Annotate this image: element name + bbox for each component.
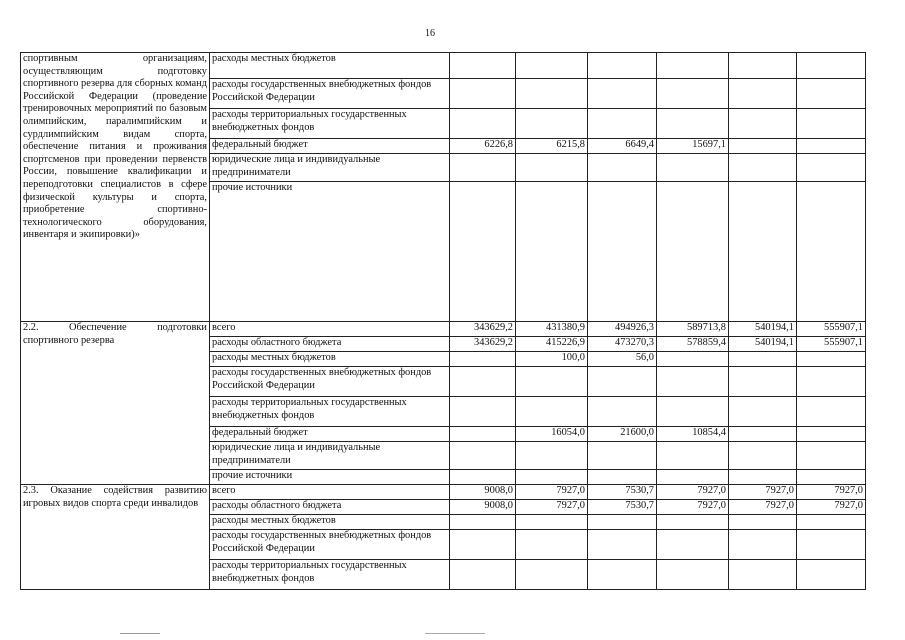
- amount-cell: 494926,3: [588, 322, 657, 337]
- amount-cell: 16054,0: [516, 427, 588, 442]
- funding-source: юридические лица и индивидуальные предприниматели: [210, 154, 450, 182]
- funding-source: расходы государственных внебюджетных фондов Российской Федерации: [210, 79, 450, 109]
- amount-cell: [450, 367, 516, 397]
- funding-source: юридические лица и индивидуальные предприниматели: [210, 442, 450, 470]
- amount-cell: [450, 352, 516, 367]
- amount-cell: [657, 367, 729, 397]
- amount-cell: [797, 352, 866, 367]
- amount-cell: [516, 560, 588, 590]
- table-row: [21, 322, 866, 337]
- amount-cell: [797, 53, 866, 79]
- amount-cell: 578859,4: [657, 337, 729, 352]
- funding-source: расходы областного бюджета: [210, 500, 450, 515]
- amount-cell: [797, 109, 866, 139]
- funding-source: расходы государственных внебюджетных фондов Российской Федерации: [210, 530, 450, 560]
- amount-cell: [657, 79, 729, 109]
- amount-cell: [657, 109, 729, 139]
- amount-cell: [797, 427, 866, 442]
- funding-source: всего: [210, 322, 450, 337]
- amount-cell: 7530,7: [588, 485, 657, 500]
- amount-cell: [797, 79, 866, 109]
- amount-cell: [450, 79, 516, 109]
- amount-cell: [516, 109, 588, 139]
- amount-cell: [588, 182, 657, 322]
- funding-source: расходы государственных внебюджетных фондов Российской Федерации: [210, 367, 450, 397]
- amount-cell: [797, 560, 866, 590]
- amount-cell: [657, 515, 729, 530]
- funding-source: всего: [210, 485, 450, 500]
- amount-cell: 10854,4: [657, 427, 729, 442]
- amount-cell: 555907,1: [797, 337, 866, 352]
- amount-cell: [450, 182, 516, 322]
- amount-cell: 9008,0: [450, 500, 516, 515]
- funding-source: федеральный бюджет: [210, 139, 450, 154]
- amount-cell: [516, 367, 588, 397]
- amount-cell: 415226,9: [516, 337, 588, 352]
- amount-cell: [729, 367, 797, 397]
- amount-cell: [588, 530, 657, 560]
- amount-cell: [657, 154, 729, 182]
- amount-cell: [729, 560, 797, 590]
- amount-cell: [588, 442, 657, 470]
- amount-cell: [657, 397, 729, 427]
- amount-cell: [516, 182, 588, 322]
- amount-cell: [450, 515, 516, 530]
- funding-source: расходы территориальных государственных внебюджетных фондов: [210, 109, 450, 139]
- amount-cell: [588, 515, 657, 530]
- amount-cell: [729, 530, 797, 560]
- amount-cell: 7927,0: [797, 485, 866, 500]
- amount-cell: 15697,1: [657, 139, 729, 154]
- amount-cell: [588, 154, 657, 182]
- amount-cell: 7927,0: [729, 500, 797, 515]
- amount-cell: [657, 470, 729, 485]
- amount-cell: [729, 470, 797, 485]
- section-description: спортивным организациям, осуществляющим подготовку спортивного резерва для сборных команд Российской Федерации (проведение тренировочных мероприятий по базовым олимпийским, паралимпийским и сурдлимпийским видам спорта, обеспечение питания и проживания спортсменов при проведении первенств России, повышение квалификации и переподготовки специалистов в сфере физической культуры и спорта, приобретение спортивно-технологического оборудования, инвентаря и экипировки)»: [21, 53, 210, 322]
- amount-cell: [657, 53, 729, 79]
- amount-cell: [797, 530, 866, 560]
- amount-cell: [516, 397, 588, 427]
- section-description: 2.3. Оказание содействия развитию игровых видов спорта среди инвалидов: [21, 485, 210, 590]
- page-number: 16: [425, 28, 435, 39]
- amount-cell: 540194,1: [729, 337, 797, 352]
- amount-cell: [450, 154, 516, 182]
- amount-cell: [797, 154, 866, 182]
- amount-cell: [450, 427, 516, 442]
- amount-cell: [588, 53, 657, 79]
- amount-cell: [450, 397, 516, 427]
- amount-cell: [729, 109, 797, 139]
- scan-artifact: [120, 633, 160, 634]
- amount-cell: [588, 397, 657, 427]
- amount-cell: 21600,0: [588, 427, 657, 442]
- funding-source: расходы областного бюджета: [210, 337, 450, 352]
- amount-cell: [450, 442, 516, 470]
- amount-cell: [729, 53, 797, 79]
- section-description: 2.2. Обеспечение подготовки спортивного резерва: [21, 322, 210, 485]
- amount-cell: 343629,2: [450, 322, 516, 337]
- amount-cell: 100,0: [516, 352, 588, 367]
- amount-cell: [657, 442, 729, 470]
- amount-cell: 7927,0: [729, 485, 797, 500]
- amount-cell: [516, 79, 588, 109]
- amount-cell: [450, 470, 516, 485]
- amount-cell: 7927,0: [657, 500, 729, 515]
- amount-cell: [516, 515, 588, 530]
- amount-cell: [588, 79, 657, 109]
- amount-cell: [729, 139, 797, 154]
- amount-cell: [657, 182, 729, 322]
- funding-source: расходы местных бюджетов: [210, 53, 450, 79]
- amount-cell: [729, 397, 797, 427]
- table-row: [21, 53, 866, 79]
- amount-cell: [729, 442, 797, 470]
- amount-cell: [657, 352, 729, 367]
- amount-cell: [657, 560, 729, 590]
- amount-cell: 555907,1: [797, 322, 866, 337]
- funding-source: расходы местных бюджетов: [210, 515, 450, 530]
- scan-artifact: [425, 633, 485, 634]
- amount-cell: [450, 109, 516, 139]
- amount-cell: [516, 154, 588, 182]
- amount-cell: 589713,8: [657, 322, 729, 337]
- amount-cell: 473270,3: [588, 337, 657, 352]
- funding-source: расходы территориальных государственных внебюджетных фондов: [210, 397, 450, 427]
- funding-source: расходы территориальных государственных внебюджетных фондов: [210, 560, 450, 590]
- amount-cell: [516, 470, 588, 485]
- amount-cell: [450, 560, 516, 590]
- amount-cell: 7530,7: [588, 500, 657, 515]
- amount-cell: [729, 352, 797, 367]
- budget-table: [20, 52, 866, 590]
- amount-cell: [516, 442, 588, 470]
- amount-cell: [450, 53, 516, 79]
- funding-source: расходы местных бюджетов: [210, 352, 450, 367]
- amount-cell: [657, 530, 729, 560]
- amount-cell: 431380,9: [516, 322, 588, 337]
- amount-cell: [516, 530, 588, 560]
- amount-cell: [729, 182, 797, 322]
- amount-cell: [729, 154, 797, 182]
- amount-cell: [588, 560, 657, 590]
- funding-source: прочие источники: [210, 182, 450, 322]
- amount-cell: [729, 427, 797, 442]
- amount-cell: [797, 470, 866, 485]
- amount-cell: [797, 182, 866, 322]
- funding-source: прочие источники: [210, 470, 450, 485]
- funding-source: федеральный бюджет: [210, 427, 450, 442]
- amount-cell: [588, 367, 657, 397]
- amount-cell: 7927,0: [657, 485, 729, 500]
- amount-cell: [797, 515, 866, 530]
- amount-cell: 9008,0: [450, 485, 516, 500]
- amount-cell: 343629,2: [450, 337, 516, 352]
- amount-cell: 6649,4: [588, 139, 657, 154]
- amount-cell: 7927,0: [516, 485, 588, 500]
- table-row: [21, 485, 866, 500]
- amount-cell: [729, 79, 797, 109]
- amount-cell: [797, 397, 866, 427]
- amount-cell: [588, 470, 657, 485]
- amount-cell: [729, 515, 797, 530]
- amount-cell: 7927,0: [797, 500, 866, 515]
- amount-cell: [797, 367, 866, 397]
- amount-cell: 6215,8: [516, 139, 588, 154]
- amount-cell: 7927,0: [516, 500, 588, 515]
- amount-cell: 540194,1: [729, 322, 797, 337]
- amount-cell: [797, 442, 866, 470]
- amount-cell: 6226,8: [450, 139, 516, 154]
- amount-cell: [797, 139, 866, 154]
- amount-cell: 56,0: [588, 352, 657, 367]
- amount-cell: [450, 530, 516, 560]
- amount-cell: [588, 109, 657, 139]
- amount-cell: [516, 53, 588, 79]
